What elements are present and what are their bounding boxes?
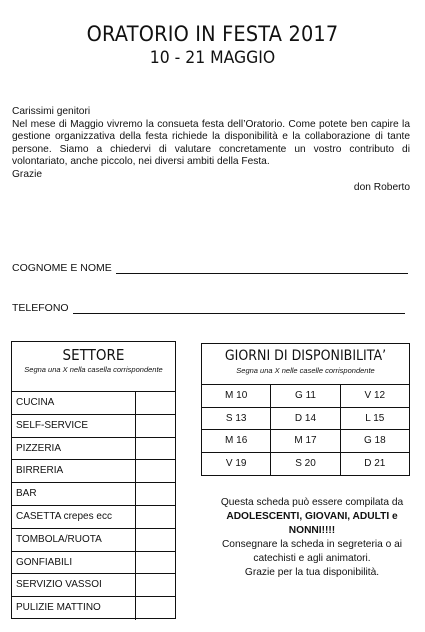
phone-label: TELEFONO bbox=[12, 302, 69, 314]
settore-label: SERVIZIO VASSOI bbox=[12, 574, 136, 596]
settore-checkbox[interactable] bbox=[136, 392, 175, 414]
phone-line[interactable] bbox=[73, 303, 405, 314]
giorni-table bbox=[201, 343, 410, 476]
settore-label: BIRRERIA bbox=[12, 460, 136, 482]
settore-instruction: Segna una X nella casella corrispondente bbox=[24, 365, 163, 374]
settore-row bbox=[12, 392, 175, 415]
settore-checkbox[interactable] bbox=[136, 506, 175, 528]
note-line3: Grazie per la tua disponibilità. bbox=[244, 567, 380, 578]
settore-checkbox[interactable] bbox=[136, 552, 175, 574]
letter-signature: don Roberto bbox=[353, 181, 410, 193]
settore-row bbox=[12, 438, 175, 461]
settore-row bbox=[12, 415, 175, 438]
settore-row bbox=[12, 552, 175, 575]
settore-row bbox=[12, 483, 175, 506]
settore-checkbox[interactable] bbox=[136, 574, 175, 596]
day-cell[interactable]: M 16 bbox=[202, 430, 271, 452]
settore-row bbox=[12, 506, 175, 529]
settore-label: PIZZERIA bbox=[12, 438, 136, 460]
settore-row bbox=[12, 574, 175, 597]
day-cell[interactable]: L 15 bbox=[365, 412, 385, 424]
day-cell[interactable]: S 20 bbox=[271, 453, 340, 476]
letter bbox=[12, 106, 410, 194]
day-cell[interactable]: V 12 bbox=[364, 390, 386, 401]
giorni-instruction: Segna una X nelle caselle corrispondente bbox=[236, 366, 375, 375]
settore-label: TOMBOLA/RUOTA bbox=[12, 529, 136, 551]
settore-label: CUCINA bbox=[12, 392, 136, 414]
page-title: ORATORIO IN FESTA 2017 bbox=[86, 22, 339, 46]
day-cell[interactable]: M 17 bbox=[271, 430, 340, 452]
note-bold: ADOLESCENTI, GIOVANI, ADULTI e NONNI!!!! bbox=[226, 511, 398, 536]
settore-checkbox[interactable] bbox=[136, 529, 175, 551]
settore-checkbox[interactable] bbox=[136, 597, 175, 620]
settore-checkbox[interactable] bbox=[136, 460, 175, 482]
settore-label: PULIZIE MATTINO bbox=[12, 597, 136, 620]
day-cell[interactable]: G 18 bbox=[363, 435, 386, 446]
day-cell[interactable]: D 21 bbox=[364, 457, 386, 469]
settore-label: CASETTA crepes ecc bbox=[12, 506, 136, 528]
letter-greeting: Carissimi genitori bbox=[12, 106, 91, 117]
note-line2: Consegnare la scheda in segreteria o ai catechisti e agli animatori. bbox=[221, 539, 403, 564]
settore-row bbox=[12, 460, 175, 483]
settore-title: SETTORE bbox=[62, 346, 125, 364]
settore-row bbox=[12, 529, 175, 552]
note-line1: Questa scheda può essere compilata da bbox=[220, 497, 404, 508]
settore-checkbox[interactable] bbox=[136, 483, 175, 505]
giorni-title: GIORNI DI DISPONIBILITA’ bbox=[224, 348, 387, 364]
settore-label: SELF-SERVICE bbox=[12, 415, 136, 437]
settore-label: GONFIABILI bbox=[12, 552, 136, 574]
settore-checkbox[interactable] bbox=[136, 415, 175, 437]
settore-label: BAR bbox=[12, 483, 136, 505]
instructions-note bbox=[212, 496, 412, 580]
day-cell[interactable]: S 13 bbox=[202, 408, 271, 430]
day-cell[interactable]: D 14 bbox=[271, 408, 340, 430]
phone-field[interactable] bbox=[12, 302, 405, 314]
letter-thanks: Grazie bbox=[12, 168, 43, 180]
name-line[interactable] bbox=[116, 263, 408, 274]
giorni-row bbox=[202, 385, 409, 408]
day-cell[interactable]: G 11 bbox=[271, 385, 340, 407]
giorni-header bbox=[202, 344, 409, 385]
name-field[interactable] bbox=[12, 262, 408, 274]
letter-body: Nel mese di Maggio vivremo la consueta festa dell’Oratorio. Come potete ben capire la gestione organizzativa della festa richiede la disponibilità e la collaborazione di tante persone. Siamo a chiedervi di valutare concretamente un vostro contributo di volontariato, anche piccolo, nei diversi ambiti della Festa. bbox=[12, 118, 410, 168]
giorni-row bbox=[202, 430, 409, 453]
settore-row bbox=[12, 597, 175, 620]
day-cell[interactable]: M 10 bbox=[202, 385, 271, 407]
name-label: COGNOME E NOME bbox=[12, 262, 112, 274]
giorni-row bbox=[202, 408, 409, 431]
settore-table bbox=[11, 341, 176, 619]
settore-header bbox=[12, 342, 175, 392]
settore-checkbox[interactable] bbox=[136, 438, 175, 460]
event-dates: 10 - 21 MAGGIO bbox=[149, 48, 276, 68]
giorni-row bbox=[202, 453, 409, 476]
day-cell[interactable]: V 19 bbox=[202, 453, 271, 476]
